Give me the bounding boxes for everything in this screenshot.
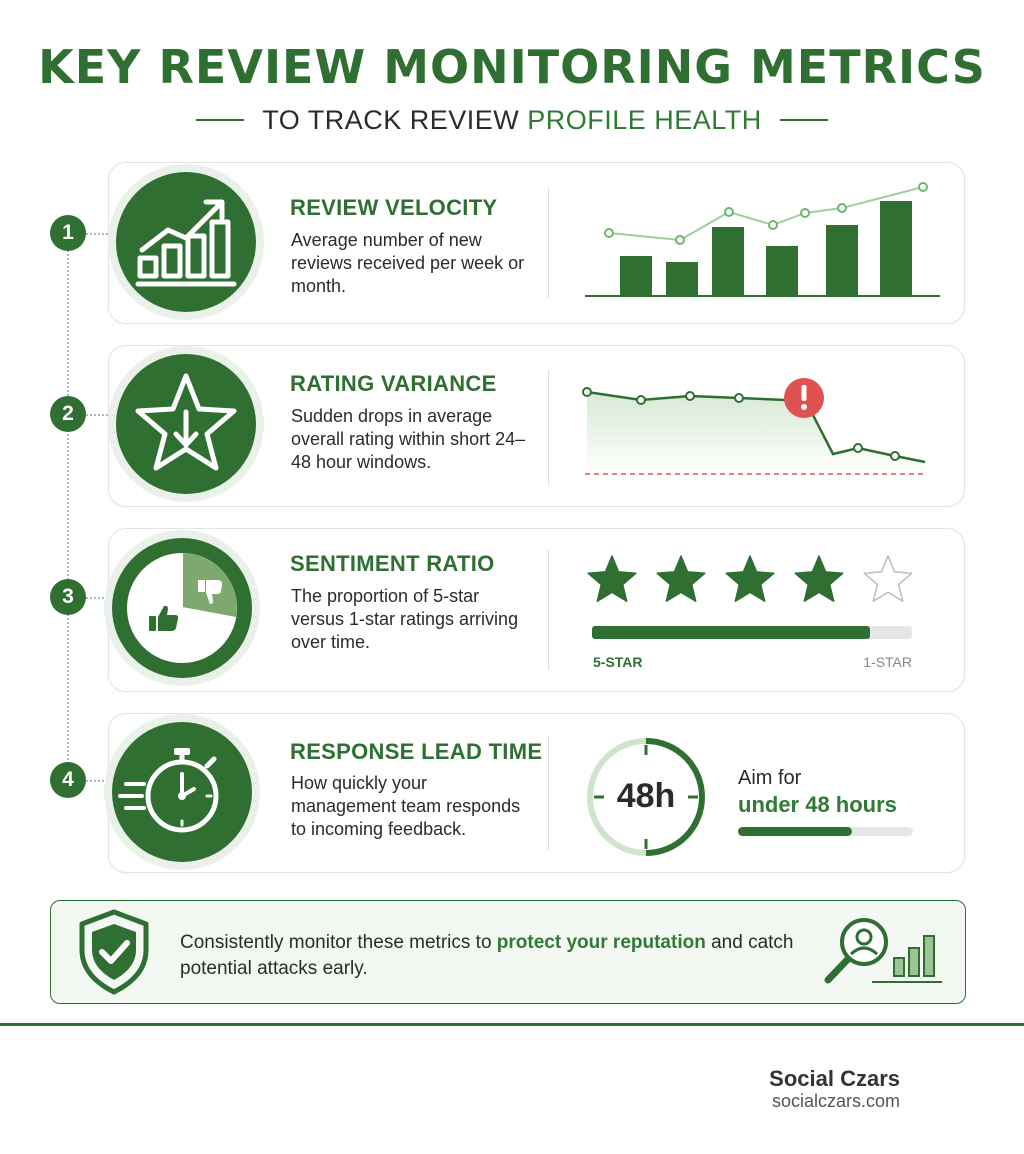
metric-title: SENTIMENT RATIO	[290, 551, 495, 576]
velocity-bar	[666, 262, 698, 296]
velocity-trend-point	[605, 229, 613, 237]
velocity-bar	[826, 225, 858, 296]
callout-text-highlight: protect your reputation	[496, 932, 706, 953]
sentiment-left-label: 5-STAR	[593, 654, 643, 670]
metric-description: How quickly your management team responds to incoming feedback.	[291, 773, 521, 839]
subtitle-highlight: PROFILE HEALTH	[527, 104, 762, 135]
response-progress-track	[738, 827, 913, 836]
star-filled-icon	[726, 556, 774, 601]
callout-text-after: and catch potential attacks early.	[180, 932, 794, 979]
star-filled-icon	[795, 556, 843, 601]
star-empty-icon	[864, 556, 912, 601]
step-number-3: 3	[50, 579, 86, 615]
velocity-trend-point	[769, 221, 777, 229]
page-title: KEY REVIEW MONITORING METRICS	[38, 40, 986, 94]
card-divider	[548, 735, 549, 850]
star-filled-icon	[588, 556, 636, 601]
variance-point	[854, 444, 862, 452]
velocity-bar	[620, 256, 652, 296]
velocity-trend-line	[609, 187, 923, 240]
velocity-bar-chart	[580, 178, 945, 303]
card-divider	[548, 188, 549, 298]
variance-point	[637, 396, 645, 404]
footer-rule	[0, 1023, 1024, 1026]
metric-title: RESPONSE LEAD TIME	[290, 739, 543, 764]
metric-description: Sudden drops in average overall rating within short 24–48 hour windows.	[291, 406, 526, 472]
subtitle-rule-left	[196, 119, 244, 121]
aim-target: under 48 hours	[738, 792, 897, 817]
alert-icon-dot	[801, 404, 807, 410]
velocity-trend-point	[838, 204, 846, 212]
pie-thumbs-icon	[112, 538, 252, 678]
velocity-trend-point	[725, 208, 733, 216]
variance-point	[686, 392, 694, 400]
timeline-connector	[67, 235, 69, 780]
card-divider	[548, 550, 549, 670]
metric-description: The proportion of 5-star versus 1-star ratings arriving over time.	[291, 586, 519, 652]
shield-check-icon	[76, 908, 152, 996]
metric-title: REVIEW VELOCITY	[290, 195, 498, 220]
velocity-bar	[880, 201, 912, 296]
response-progress-fill	[738, 827, 852, 836]
brand-name: Social Czars	[769, 1066, 900, 1091]
clock-label: 48h	[616, 777, 676, 815]
sentiment-right-label: 1-STAR	[863, 654, 912, 670]
alert-icon-bar	[802, 385, 807, 401]
sentiment-ratio-track	[592, 626, 912, 639]
velocity-trend-point	[801, 209, 809, 217]
metric-description: Average number of new reviews received per week or month.	[291, 230, 525, 296]
rating-variance-chart	[575, 372, 940, 487]
subtitle-prefix: TO TRACK REVIEW	[262, 104, 520, 135]
subtitle	[0, 100, 1024, 140]
metric-title: RATING VARIANCE	[290, 371, 497, 396]
card-divider	[548, 370, 549, 485]
variance-point	[583, 388, 591, 396]
aim-prefix: Aim for	[738, 767, 802, 789]
sentiment-ratio-fill	[592, 626, 870, 639]
velocity-bar	[712, 227, 744, 296]
bar-chart-trending-up-icon	[116, 172, 256, 312]
callout-text	[180, 930, 830, 982]
step-number-1: 1	[50, 215, 86, 251]
brand-url: socialczars.com	[771, 1091, 900, 1111]
velocity-trend-point	[676, 236, 684, 244]
stopwatch-icon	[112, 722, 252, 862]
velocity-bar	[766, 246, 798, 296]
variance-area	[587, 392, 925, 474]
sentiment-stars	[585, 552, 925, 612]
variance-point	[891, 452, 899, 460]
velocity-trend-point	[919, 183, 927, 191]
subtitle-rule-right	[780, 119, 828, 121]
variance-point	[735, 394, 743, 402]
magnifier-user-chart-icon	[820, 912, 944, 990]
callout-text-before: Consistently monitor these metrics to	[180, 932, 497, 953]
step-number-4: 4	[50, 762, 86, 798]
star-down-arrow-icon	[116, 354, 256, 494]
step-number-2: 2	[50, 396, 86, 432]
star-filled-icon	[657, 556, 705, 601]
